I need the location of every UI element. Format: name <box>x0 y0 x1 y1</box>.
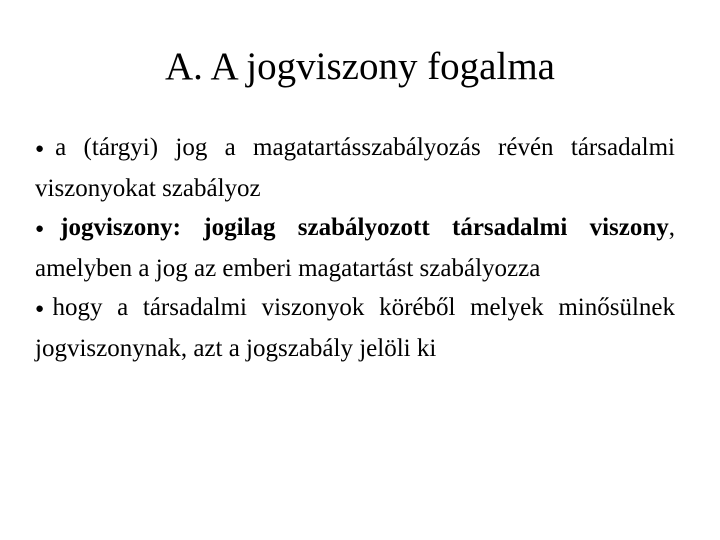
bullet-dot-icon: ● <box>35 141 56 157</box>
bullet-dot-icon: ● <box>35 221 61 237</box>
bullet-paragraph-1-text: a (tárgyi) jog a magatartásszabályozás révén társadalmi viszonyokat szabályoz <box>35 134 675 202</box>
bullet-paragraph-1 <box>35 128 675 208</box>
bullet-dot-icon: ● <box>35 301 53 317</box>
bullet-paragraph-3 <box>35 288 675 368</box>
slide-body <box>35 128 675 368</box>
bullet-paragraph-3-text: hogy a társadalmi viszonyok köréből melyek minősülnek jogviszonynak, azt a jogszabály jelöli ki <box>35 294 675 362</box>
slide-title: A. A jogviszony fogalma <box>165 45 555 88</box>
bullet-paragraph-2-bold-text: jogviszony: jogilag szabályozott társadalmi viszony <box>60 214 669 241</box>
bullet-paragraph-2-text: , amelyben a jog az emberi magatartást szabályozza <box>35 214 675 282</box>
bullet-paragraph-2 <box>35 208 675 288</box>
